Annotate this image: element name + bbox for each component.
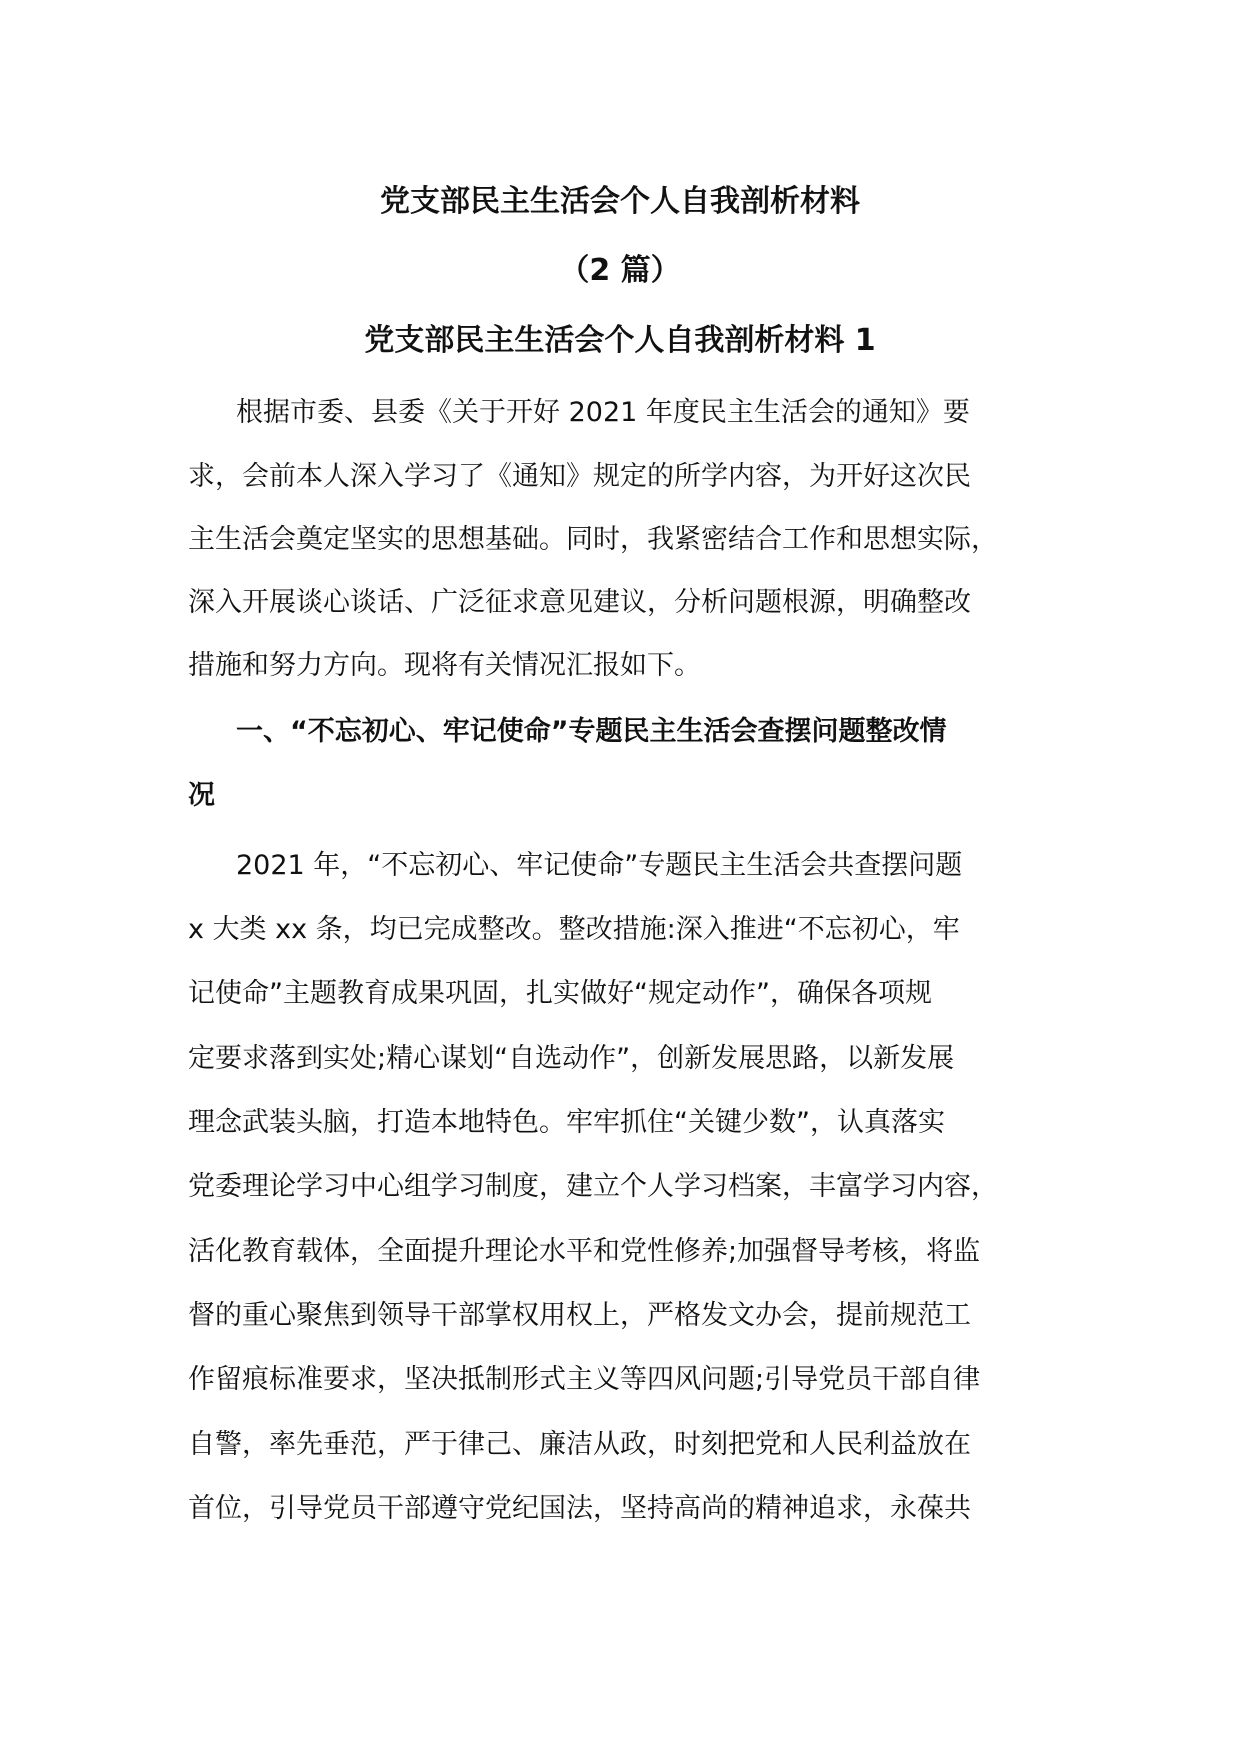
paragraph-line: 理念武装头脑，打造本地特色。牢牢抓住“关键少数”，认真落实 [188, 1107, 945, 1138]
paragraph-line: 首位，引导党员干部遵守党纪国法，坚持高尚的精神追求，永葆共 [188, 1493, 971, 1524]
paragraph-line: 记使命”主题教育成果巩固，扎实做好“规定动作”，确保各项规 [188, 978, 932, 1009]
section-heading-line: 一、“不忘初心、牢记使命”专题民主生活会查摆问题整改情 [236, 716, 947, 747]
paragraph-line: x 大类 xx 条，均已完成整改。整改措施:深入推进“不忘初心，牢 [188, 914, 960, 945]
paragraph-line: 措施和努力方向。现将有关情况汇报如下。 [188, 650, 701, 681]
paragraph-line: 求，会前本人深入学习了《通知》规定的所学内容，为开好这次民 [188, 461, 971, 492]
paragraph-line: 深入开展谈心谈话、广泛征求意见建议，分析问题根源，明确整改 [188, 587, 971, 618]
paragraph-line: 督的重心聚焦到领导干部掌权用权上，严格发文办会，提前规范工 [188, 1300, 971, 1331]
paragraph-line: 党委理论学习中心组学习制度，建立个人学习档案，丰富学习内容， [188, 1171, 998, 1202]
section-heading-line: 况 [188, 780, 215, 811]
paragraph-line: 2021 年，“不忘初心、牢记使命”专题民主生活会共查摆问题 [236, 850, 963, 881]
paragraph-line: 主生活会奠定坚实的思想基础。同时，我紧密结合工作和思想实际， [188, 524, 998, 555]
document-title-count: （2 篇） [559, 253, 681, 288]
paragraph-line: 根据市委、县委《关于开好 2021 年度民主生活会的通知》要 [236, 397, 970, 428]
paragraph-line: 自警，率先垂范，严于律己、廉洁从政，时刻把党和人民利益放在 [188, 1429, 971, 1460]
paragraph-line: 活化教育载体，全面提升理论水平和党性修养;加强督导考核，将监 [188, 1236, 981, 1267]
document-title: 党支部民主生活会个人自我剖析材料 [380, 184, 860, 219]
paragraph-line: 作留痕标准要求，坚决抵制形式主义等四风问题;引导党员干部自律 [188, 1364, 981, 1395]
paragraph-line: 定要求落到实处;精心谋划“自选动作”，创新发展思路，以新发展 [188, 1043, 955, 1074]
section-title: 党支部民主生活会个人自我剖析材料 1 [364, 323, 876, 358]
